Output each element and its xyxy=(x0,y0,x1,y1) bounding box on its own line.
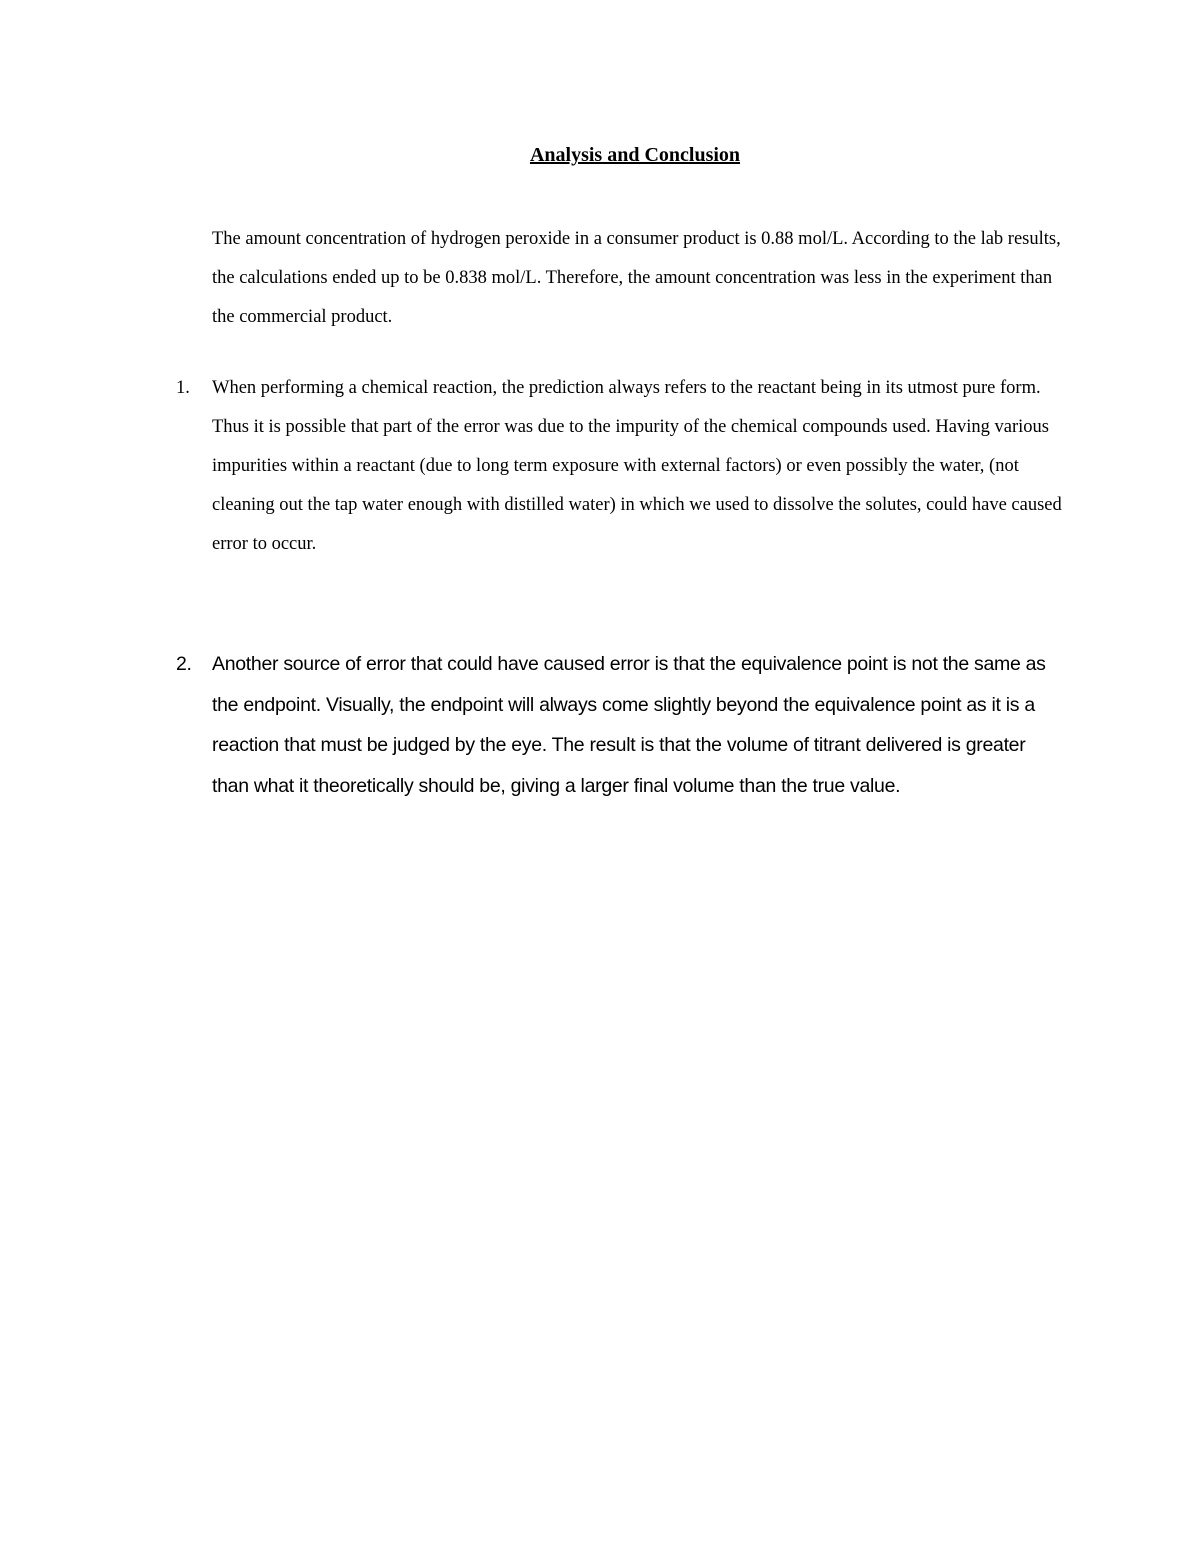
list-item-text: When performing a chemical reaction, the prediction always refers to the reactant being in its utmost pure form. Thus it is possible that part of the error was due to the impurity of the chemical compounds used. Having various impurities within a reactant (due to long term exposure with external factors) or even possibly the water, (not cleaning out the tap water enough with distilled water) in which we used to dissolve the solutes, could have caused error to occur. xyxy=(212,378,1062,554)
page-title: Analysis and Conclusion xyxy=(529,144,741,166)
intro-paragraph: The amount concentration of hydrogen peroxide in a consumer product is 0.88 mol/L. According to the lab results, the calculations ended up to be 0.838 mol/L. Therefore, the amount concentration was less in the experiment than the commercial product. xyxy=(212,229,1061,327)
list-item-number: 2. xyxy=(176,653,192,675)
list-item-text: Another source of error that could have caused error is that the equivalence point is not the same as the endpoint. Visually, the endpoint will always come slightly beyond the equivalence point as it is a reaction that must be judged by the eye. The result is that the volume of titrant delivered is greater than what it theoretically should be, giving a larger final volume than the true value. xyxy=(212,653,1046,797)
list-item-number: 1. xyxy=(176,378,190,398)
